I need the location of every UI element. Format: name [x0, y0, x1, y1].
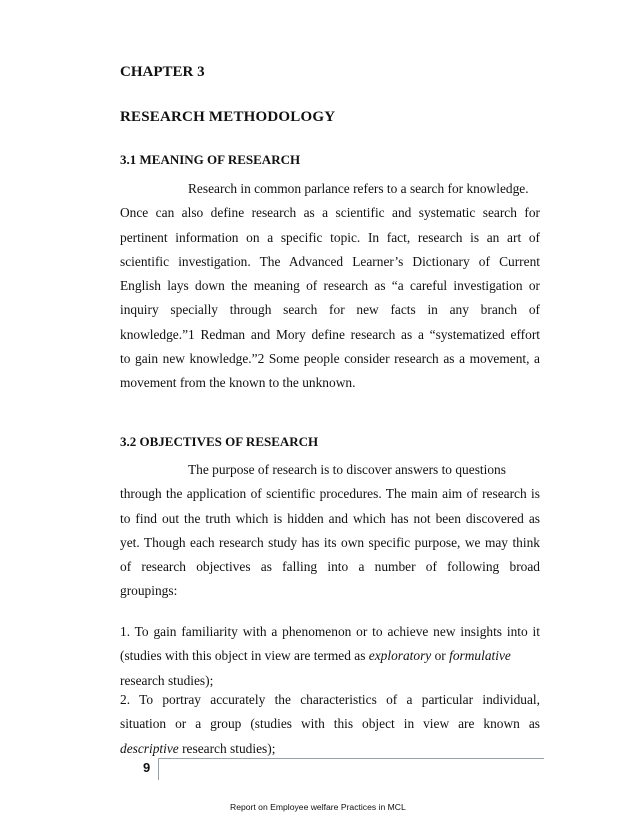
text-line: pertinent information on a specific topic. In fact, research is an art of [120, 229, 540, 245]
footer-text: Report on Employee welfare Practices in MCL [230, 802, 406, 812]
text-line: Research in common parlance refers to a search for knowledge. [188, 181, 529, 196]
text-line: scientific investigation. The Advanced Learner’s Dictionary of Current [120, 253, 540, 269]
text-line: yet. Though each research study has its own specific purpose, we may think [120, 534, 540, 550]
section-objectives-body [120, 458, 540, 604]
objective-item-1 [120, 620, 540, 693]
text-line: situation or a group (studies with this object in view are known as [120, 716, 540, 732]
text-line: The purpose of research is to discover answers to questions [188, 462, 506, 477]
text-line: movement from the known to the unknown. [120, 375, 356, 391]
italic-term: descriptive [120, 740, 179, 756]
text-line: to gain new knowledge.”2 Some people consider research as a movement, a [120, 351, 540, 367]
text-line: Once can also define research as a scientific and systematic search for [120, 205, 540, 221]
text-line [120, 644, 540, 668]
objective-item-2 [120, 688, 540, 761]
text-line: 2. To portray accurately the characteristics of a particular individual, [120, 692, 540, 707]
text-line: groupings: [120, 583, 178, 599]
footer-divider [158, 758, 159, 780]
text-line: research studies); [120, 672, 214, 688]
page-number: 9 [143, 760, 151, 775]
text-span: research studies); [178, 740, 276, 756]
text-line: 1. To gain familiarity with a phenomenon or to achieve new insights into it [120, 624, 540, 639]
text-line: to find out the truth which is hidden and which has not been discovered as [120, 510, 540, 526]
text-line: inquiry specially through search for new facts in any branch of [120, 302, 540, 318]
chapter-title: RESEARCH METHODOLOGY [120, 109, 336, 125]
text-line: of research objectives as falling into a number of following broad [120, 559, 540, 575]
section-heading-meaning: 3.1 MEANING OF RESEARCH [120, 152, 301, 167]
text-line: English lays down the meaning of research as “a careful investigation or [120, 278, 540, 294]
section-meaning-body [120, 177, 540, 396]
footer-rule [158, 758, 544, 759]
text-line: knowledge.”1 Redman and Mory define research as a “systematized effort [120, 326, 540, 342]
italic-term: exploratory [368, 648, 432, 664]
text-line: through the application of scientific procedures. The main aim of research is [120, 486, 540, 502]
text-span: (studies with this object in view are termed as [120, 648, 369, 664]
italic-term: formulative [449, 648, 511, 664]
chapter-label: CHAPTER 3 [120, 64, 205, 80]
text-span: or [431, 648, 450, 664]
section-heading-objectives: 3.2 OBJECTIVES OF RESEARCH [120, 434, 319, 449]
